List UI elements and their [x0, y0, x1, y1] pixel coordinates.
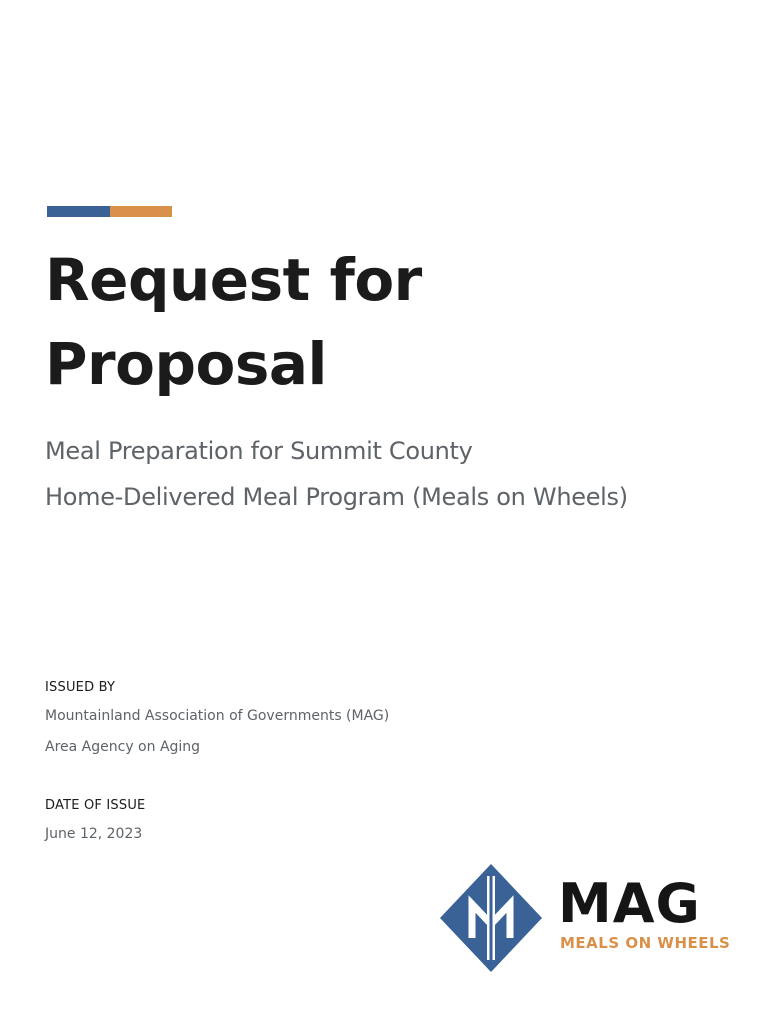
- accent-bar-blue: [47, 206, 110, 217]
- mag-diamond-logo-icon: [436, 862, 546, 974]
- title-line-2: Proposal: [45, 330, 327, 398]
- subtitle-line-1: Meal Preparation for Summit County: [45, 437, 473, 465]
- title-line-1: Request for: [45, 246, 422, 314]
- issued-by-line-1: Mountainland Association of Governments (MAG): [45, 708, 390, 724]
- accent-bar: [47, 206, 172, 217]
- logo-tagline: MEALS ON WHEELS: [560, 934, 731, 952]
- issued-by-label: ISSUED BY: [45, 680, 116, 695]
- mag-logo: [436, 862, 736, 974]
- date-of-issue-value: June 12, 2023: [45, 826, 143, 842]
- date-of-issue-label: DATE OF ISSUE: [45, 798, 146, 813]
- subtitle: [45, 428, 628, 520]
- page-title: [45, 238, 422, 406]
- subtitle-line-2: Home-Delivered Meal Program (Meals on Wheels): [45, 483, 628, 511]
- accent-bar-orange: [110, 206, 173, 217]
- logo-name: MAG: [558, 872, 701, 935]
- issued-by-line-2: Area Agency on Aging: [45, 739, 201, 755]
